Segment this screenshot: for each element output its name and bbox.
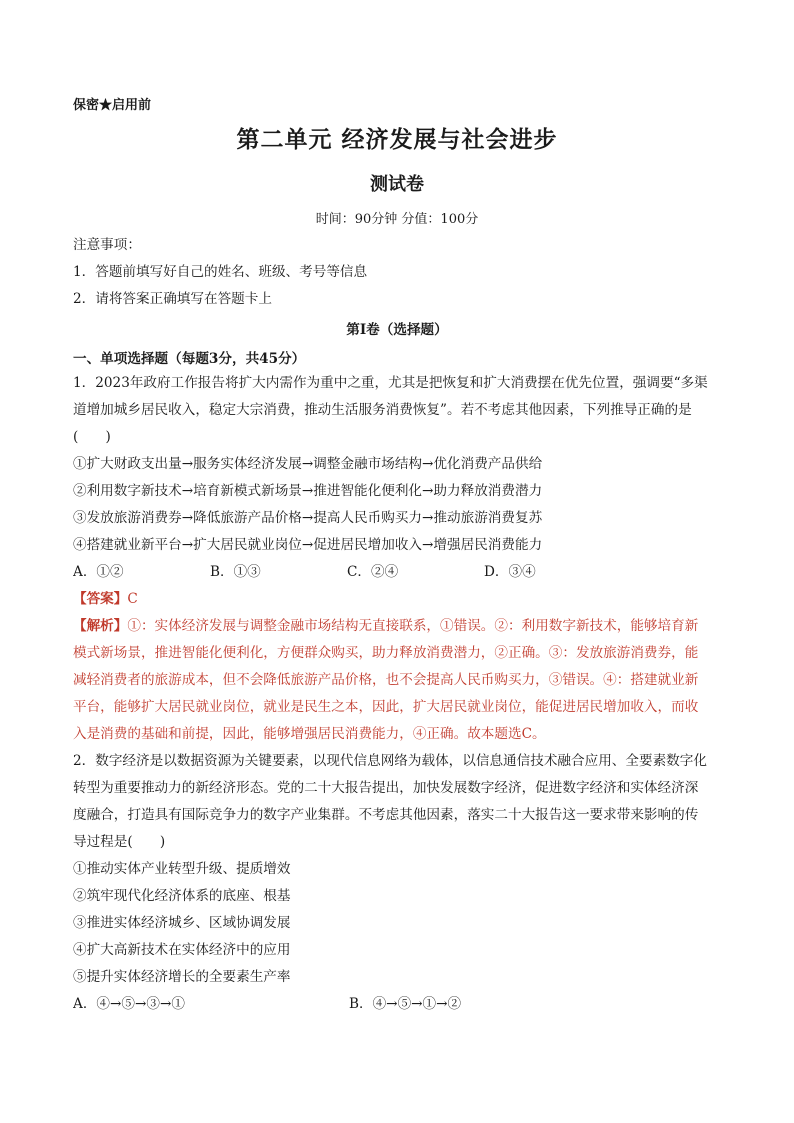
question-stem-line: 导过程是( ) [73,834,166,850]
answer-value: C [127,591,138,607]
question-item: ③发放旅游消费券→降低旅游产品价格→提高人民币购买力→推动旅游消费复苏 [73,510,543,526]
question-item: ③推进实体经济城乡、区域协调发展 [73,915,291,931]
question-item: ①扩大财政支出量→服务实体经济发展→调整金融市场结构→优化消费产品供给 [73,456,543,472]
question-stem-line: 道增加城乡居民收入，稳定大宗消费，推动生活服务消费恢复”。若不考虑其他因素，下列推导正确的是 [73,402,692,418]
section-heading: 一、单项选择题（每题3分，共45分） [73,351,306,367]
question-item: ④搭建就业新平台→扩大居民就业岗位→促进居民增加收入→增强居民消费能力 [73,537,543,553]
question-stem-line: 度融合，打造具有国际竞争力的数字产业集群。不考虑其他因素，落实二十大报告这一要求带来影响的传 [73,807,699,823]
answer-label: 【答案】 [73,591,128,607]
question-item: ②筑牢现代化经济体系的底座、根基 [73,888,291,904]
answer-line [73,586,733,613]
question-stem-line: 转型为重要推动力的新经济形态。党的二十大报告提出，加快发展数字经济，促进数字经济和实体经济深 [73,780,699,796]
exam-meta: 时间：90分钟 分值：100分 [315,212,479,227]
page-subtitle: 测试卷 [370,174,424,195]
question-item: ⑤提升实体经济增长的全要素生产率 [73,969,291,985]
option-b: B．④→⑤→①→② [349,996,462,1012]
option-a: A．①② [73,564,124,580]
option-d: D．③④ [484,564,536,580]
option-b: B．①③ [210,564,261,580]
notes-heading: 注意事项： [73,237,141,253]
question-options [73,559,733,586]
option-a: A．④→⑤→③→① [73,996,185,1012]
analysis-text: ①：实体经济发展与调整金融市场结构无直接联系，①错误。②：利用数字新技术，能够培育新 [127,618,699,634]
question-stem-line: 2．数字经济是以数据资源为关键要素，以现代信息网络为载体，以信息通信技术融合应用、全要素数字化 [73,753,707,769]
analysis-line: 模式新场景，推进智能化便利化，方便群众购买，助力释放消费潜力，②正确。③：发放旅游消费券，能 [73,645,699,661]
analysis-line [73,613,733,640]
analysis-line: 平台，能够扩大居民就业岗位，就业是民生之本，因此，扩大居民就业岗位，能促进居民增加收入，而收 [73,699,699,715]
secret-label: 保密★启用前 [73,98,152,113]
question-1 [73,370,733,748]
notes-block [73,232,733,313]
part1-heading: 第I卷（选择题） [346,322,448,338]
question-item: ④扩大高新技术在实体经济中的应用 [73,942,291,958]
question-stem-line: ( ) [73,429,111,445]
notes-item: 2．请将答案正确填写在答题卡上 [73,291,272,307]
analysis-line: 减轻消费者的旅游成本，但不会降低旅游产品价格，也不会提高人民币购买力，③错误。④：搭建就业新 [73,672,699,688]
notes-item: 1．答题前填写好自己的姓名、班级、考号等信息 [73,264,368,280]
question-options [73,991,733,1018]
analysis-line: 入是消费的基础和前提，因此，能够增强居民消费能力，④正确。故本题选C。 [73,726,546,742]
question-item: ①推动实体产业转型升级、提质增效 [73,861,291,877]
question-2 [73,748,733,1018]
analysis-label: 【解析】 [73,618,128,634]
question-stem-line: 1．2023年政府工作报告将扩大内需作为重中之重，尤其是把恢复和扩大消费摆在优先位置，强调要“多渠 [73,375,708,391]
page-title: 第二单元 经济发展与社会进步 [236,126,558,153]
option-c: C．②④ [347,564,399,580]
question-item: ②利用数字新技术→培育新模式新场景→推进智能化便利化→助力释放消费潜力 [73,483,543,499]
